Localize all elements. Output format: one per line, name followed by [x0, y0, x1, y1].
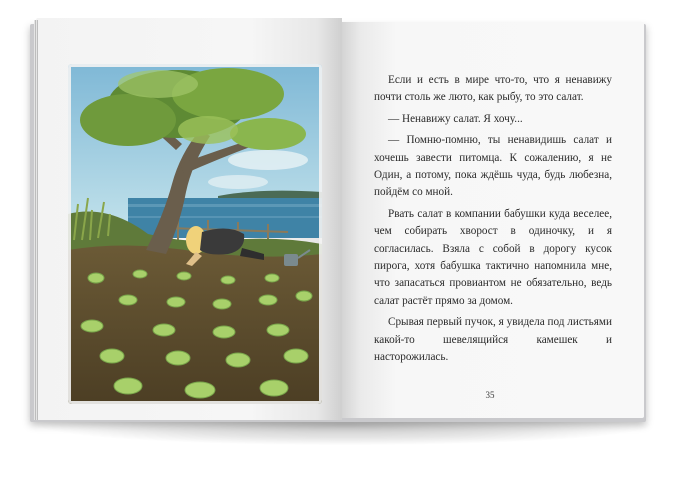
open-book	[30, 18, 646, 422]
paragraph: Если и есть в мире что-то, что я ненавижу почти столь же люто, как рыбу, то это салат.	[374, 74, 612, 104]
page-number: 35	[485, 390, 495, 400]
page-edges	[34, 20, 38, 420]
paragraph: — Ненавижу салат. Я хочу...	[388, 112, 523, 125]
illustration	[68, 64, 322, 404]
page-text	[374, 72, 612, 367]
paragraph: Рвать салат в компании бабушки куда веселее, чем собирать хворост в одиночку, и я согласилась. Взяла с собой в дорогу кусок пирога, хотя бабушка тактично напомнила мне, что запасаться провиантом не обязательно, ведь салат растёт прямо за домом.	[374, 207, 612, 307]
paragraph: — Помню-помню, ты ненавидишь салат и хочешь завести питомца. К сожалению, я не Один, а потому, пока ждёшь чуда, будь любезна, пойдём со мной.	[374, 134, 612, 199]
paragraph: Срывая первый пучок, я увидела под листьями какой-то шевелящийся камешек и насторожилась.	[374, 316, 612, 364]
